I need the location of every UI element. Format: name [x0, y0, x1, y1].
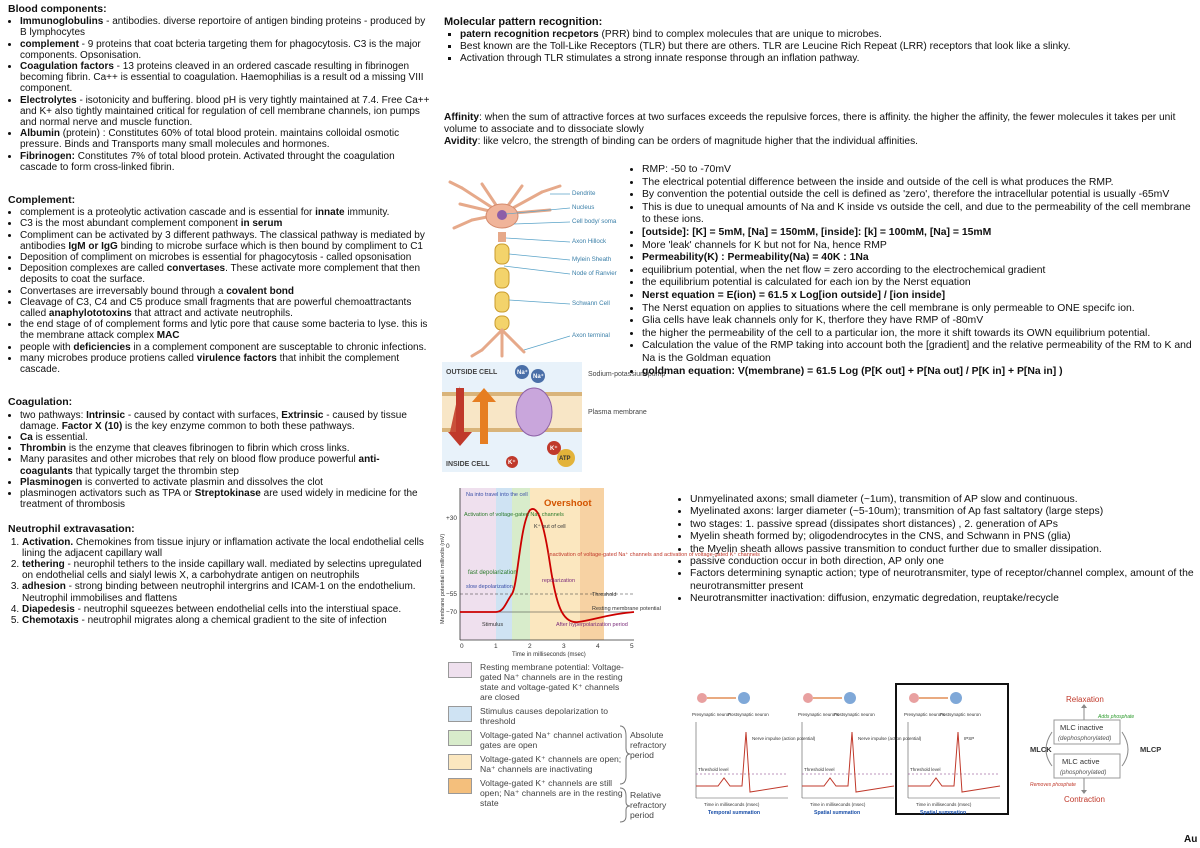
ap-xtick: 4	[596, 643, 600, 650]
avidity-text: Avidity: like velcro, the strength of binding can be orders of magnitude higher that the individual affinities.	[444, 136, 918, 147]
affinity-text: Affinity: when the sum of attractive forces at two surfaces exceeds the repulsive forces, there is affinity. the higher the affinity, the fewer molecules it takes per unit volume to associate and to dissociate slowly	[444, 112, 1176, 135]
summation-threshold: Threshold level	[910, 767, 941, 772]
summation-time: Time in milliseconds (msec)	[916, 802, 972, 807]
ap-xtick: 1	[494, 643, 498, 650]
text-segment: virulence factors	[196, 352, 277, 364]
text-segment: Activation.	[22, 536, 74, 548]
text-segment: that inhibit the complement cascade.	[20, 352, 400, 376]
axon-item: • two stages: 1. passive spread (dissipates short distances) , 2. generation of APs	[690, 519, 1196, 531]
text-segment: - caused by tissue damage.	[20, 409, 407, 432]
ap-chart	[438, 484, 760, 660]
left-column	[8, 4, 432, 626]
neutrophil-item	[22, 559, 432, 581]
coagulation-list	[8, 410, 432, 511]
coagulation-item	[20, 432, 432, 443]
pump-k-2: K⁺	[508, 460, 516, 466]
mlc-mlck: MLCK	[1030, 745, 1052, 754]
text-segment: Cleavage of C3, C4 and C5 produce small fragments that are powerful chemoattractants called	[20, 296, 412, 320]
pump-membrane-label: Plasma membrane	[588, 409, 647, 416]
text-segment: covalent bond	[226, 285, 295, 297]
coagulation-item	[20, 477, 432, 488]
text-segment: Electrolytes	[20, 94, 77, 106]
text-segment: - 13 proteins cleaved in an ordered cascade resulting in fibrinogen becoming fibrin. Ca++ is essential to coagulation. Haemophilias is a result od a missing VIII component.	[20, 61, 424, 95]
axon-item: • the Myelin sheath allows passive transmition to conduct further due to smaller dissipation.	[690, 544, 1196, 556]
text-segment: Activation through TLR stimulates a strong innate response through an inflation pathway.	[460, 53, 860, 64]
text-segment: Constitutes 7% of total blood protein. Activated throught the coagulation cascade to form cross-linked fibrin.	[20, 150, 395, 173]
summation-figure	[684, 682, 1014, 818]
blood-item	[20, 61, 432, 95]
text-segment: - neutrophil migrates along a chemical gradient to the site of infection	[78, 614, 387, 626]
text-segment: Fibrinogen:	[20, 150, 75, 162]
text-segment: C3 is the most abundant complement component	[20, 218, 241, 230]
legend-row	[448, 706, 678, 726]
neutrophil-item	[22, 604, 432, 615]
rmp-item: • Permeability(K) : Permeability(Na) = 40K : 1Na	[642, 252, 1194, 265]
ap-hand1: Na into travel into the cell	[466, 492, 528, 498]
rmp-item: • This is due to unequal amounts of Na and K inside vs outside the cell, and due to the permeability of the cell membrane to these ions.	[642, 202, 1194, 227]
neuron-label: Schwann Cell	[572, 300, 610, 307]
mlc-added: Adds phosphate	[1098, 714, 1135, 720]
corner-text: Au	[1184, 834, 1198, 845]
pump-outside-label: OUTSIDE CELL	[446, 369, 498, 376]
text-segment: deficiencies	[73, 341, 131, 353]
text-segment: Diapedesis	[22, 603, 75, 615]
mpr-heading: Molecular pattern recognition:	[444, 16, 603, 28]
text-segment: Deposition complexes are called	[20, 263, 167, 275]
text-segment: Deposition of compliment on microbes is essential for phagocytosis - called opsonisation	[20, 252, 412, 264]
summation-panel	[908, 692, 1000, 798]
mlc-svg	[1030, 690, 1200, 810]
summation-threshold: Threshold level	[698, 767, 729, 772]
ap-hand2: fast depolarization	[468, 570, 517, 576]
legend-abs-refractory: Absolute refractory period	[630, 730, 667, 760]
text-segment: is the enzyme that cleaves fibrinogen to fibrin which cross links.	[66, 443, 350, 455]
legend-swatch	[448, 778, 472, 794]
text-segment: many microbes produce protiens called	[20, 352, 197, 364]
text-segment: - strong binding between neutrophil intergrins and ICAM-1 on the endothelium. Neutrophil immobilises and flattens	[22, 581, 416, 604]
axon-item: • Myelin sheath formed by; oligodendrocytes in the CNS, and Schwann in PNS (glia)	[690, 531, 1196, 543]
pump-svg	[442, 362, 666, 472]
axon-item: • Factors determining synaptic action; type of neurotransmiter, type of receptor/channel complex, amount of the neurotransmitter present	[690, 568, 1196, 593]
pump-figure	[442, 362, 666, 472]
ap-xtick: 2	[528, 643, 532, 650]
text-segment: Intrinsic	[86, 409, 126, 421]
neutrophil-list	[8, 537, 432, 627]
ap-hand5: After hyperpolarization period	[556, 622, 628, 628]
text-segment: are used widely in medicine for the treatment of thrombosis	[20, 487, 418, 511]
legend-row	[448, 662, 678, 702]
axon-item: • Unmyelinated axons; small diameter (~1um), transmition of AP slow and continuous.	[690, 494, 1196, 506]
ap-ylabel: Membrane potential in millivolts (mV)	[440, 533, 446, 624]
ap-kout-label: K⁺ out of cell	[534, 524, 566, 530]
ap-activation-label: Activation of voltage-gated Na⁺ channels	[464, 512, 564, 518]
complement-heading: Complement:	[8, 194, 76, 207]
text-segment: complement	[20, 38, 79, 50]
text-segment: Factor X (10)	[61, 420, 123, 432]
pump-sodium-label: Sodium-potassium pump	[588, 371, 666, 378]
summation-caption: IPSP	[964, 736, 975, 741]
rmp-item: • By convention the potential outside the cell is defined as 'zero', therefore the intracellular potential is usually -65mV	[642, 189, 1194, 202]
pump-na-1: Na⁺	[517, 370, 528, 376]
ap-ytick: −55	[446, 591, 458, 598]
text-segment: Ca	[20, 431, 33, 443]
blood-heading: Blood components:	[8, 3, 107, 15]
axon-item: • Neurotransmitter inactivation: diffusion, enzymatic degredation, reuptake/recycle	[690, 593, 1196, 605]
rmp-item: • Calculation the value of the RMP taking into account both the [gradient] and the relative permeability of the RM to K and Na is the Goldman equation	[642, 340, 1194, 365]
text-segment: the end stage of of complement forms and lytic pore that cause some bacteria to lyse. this is the membrane attack complex	[20, 319, 428, 342]
ap-xtick: 5	[630, 643, 634, 650]
rmp-list	[632, 164, 1194, 378]
legend-text: Voltage-gated Na⁺ channel activation gates are open	[480, 730, 623, 750]
affinity-section	[444, 112, 1192, 148]
blood-item	[20, 16, 432, 38]
rmp-item: • the higher the permeability of the cell to a particular ion, the more it shift towards its OWN equilibrium potential.	[642, 328, 1194, 341]
text-segment: Plasminogen	[20, 476, 83, 488]
complement-item	[20, 252, 432, 263]
text-segment: is converted to activate plasmin and dissolves the clot	[82, 476, 323, 488]
neuron-label: Dendrite	[572, 190, 596, 197]
summation-presyn: Presynaptic neurons	[798, 712, 840, 717]
ap-resting-label: Resting membrane potential	[592, 606, 661, 612]
summation-label: Spatial summation	[920, 810, 967, 816]
mlc-relaxation: Relaxation	[1066, 695, 1104, 704]
text-segment: (PRR) bind to complex molecules that are unique to microbes.	[598, 29, 882, 40]
coagulation-item	[20, 443, 432, 454]
legend-rel-refractory: Relative refractory period	[630, 790, 667, 820]
complement-item	[20, 342, 432, 353]
text-segment: adhesion	[22, 581, 66, 593]
legend-text: Voltage-gated K⁺ channels are open; Na⁺ channels are inactivating	[480, 754, 622, 774]
pump-atp: ATP	[559, 456, 571, 462]
ap-xtick: 0	[460, 643, 464, 650]
neuron-label: Node of Ranvier	[572, 270, 617, 277]
mlc-mlcp: MLCP	[1140, 745, 1162, 754]
text-segment: people with	[20, 341, 74, 353]
summation-panel	[696, 692, 788, 798]
neuron-label: Mylein Sheath	[572, 256, 612, 263]
text-segment: IgM or IgG	[68, 240, 118, 252]
text-segment: MAC	[156, 330, 180, 342]
summation-postsyn: Postsynaptic neuron	[834, 712, 875, 717]
neuron-svg	[442, 180, 632, 360]
text-segment: immunity.	[344, 207, 390, 219]
summation-label: Temporal summation	[708, 810, 761, 816]
text-segment: Immunoglobulins	[20, 16, 104, 28]
mpr-item	[460, 29, 1188, 41]
axon-item: • passive conduction occur in both direction, AP only one	[690, 556, 1196, 568]
ap-hand3: slow depolarization	[466, 584, 513, 590]
text-segment: Albumin	[20, 128, 60, 140]
text-segment: - caused by contact with surfaces,	[125, 409, 282, 421]
legend-swatch	[448, 706, 472, 722]
rmp-item: • The electrical potential difference between the inside and outside of the cell is what produces the RMP.	[642, 177, 1194, 190]
rmp-item: • equilibrium potential, when the net flow = zero according to the electrochemical gradient	[642, 265, 1194, 278]
neuron-label: Axon Hillock	[572, 238, 607, 245]
summation-postsyn: Postsynaptic neuron	[940, 712, 981, 717]
summation-postsyn: Postsynaptic neuron	[728, 712, 769, 717]
summation-presyn: Presynaptic neurons	[904, 712, 946, 717]
summation-label: Spatial summation	[814, 810, 861, 816]
text-segment: Chemotaxis	[22, 614, 79, 626]
pump-na-2: Na⁺	[533, 374, 544, 380]
neutrophil-item	[22, 537, 432, 559]
text-segment: convertases	[166, 263, 226, 275]
text-segment: . These activate more complement that then deposits to coat the surface.	[20, 263, 421, 286]
coagulation-item	[20, 488, 432, 510]
ap-ytick: +30	[446, 515, 458, 522]
legend-text: Voltage-gated K⁺ channels are still open; Na⁺ channels are in the resting state	[480, 778, 623, 808]
text-segment: that typically target the thrombin step	[72, 465, 239, 477]
rmp-item: • The Nerst equation on applies to situations where the cell membrane is only permeable to ONE specifc ion.	[642, 303, 1194, 316]
neuron-figure	[442, 180, 632, 360]
legend-text: Resting membrane potential: Voltage-gated Na⁺ channels are in the resting state and voltage-gated K⁺ channels are closed	[480, 662, 624, 702]
ap-chart-svg	[438, 484, 760, 660]
neuron-label: Cell body/ soma	[572, 218, 617, 225]
mpr-item	[460, 53, 1188, 65]
blood-list	[8, 16, 432, 173]
ap-overshoot-label: Overshoot	[544, 498, 592, 509]
summation-time: Time in milliseconds (msec)	[704, 802, 760, 807]
rmp-item: • Glia cells have leak channels only for K, therfore they have RMP of -80mV	[642, 315, 1194, 328]
mlc-active-sub: (phosphorylated)	[1060, 769, 1107, 776]
text-segment: in a complement component are susceptable to chronic infections.	[130, 341, 427, 353]
neutrophil-item	[22, 615, 432, 626]
text-segment: in serum	[240, 218, 283, 230]
rmp-section	[632, 164, 1194, 378]
complement-item	[20, 319, 432, 341]
text-segment: - neutrophil squeezes between endothelial cells into the interstiual space.	[74, 603, 402, 615]
text-segment: anti-coagulants	[20, 454, 380, 477]
axon-item: • Myelinated axons: larger diameter (~5-10um); transmition of Ap fast saltatory (large steps)	[690, 506, 1196, 518]
legend-swatch	[448, 754, 472, 770]
text-segment: Convertases are irreversably bound through a	[20, 285, 227, 297]
complement-item	[20, 263, 432, 285]
ap-threshold-label: Threshold	[592, 592, 617, 598]
text-segment: Coagulation factors	[20, 61, 114, 73]
rmp-item: • [outside]: [K] = 5mM, [Na] = 150mM, [inside]: [k] = 100mM, [Na] = 15mM	[642, 227, 1194, 240]
coagulation-heading: Coagulation:	[8, 396, 73, 409]
neuron-label: Nucleus	[572, 204, 595, 211]
ap-ytick: −70	[446, 609, 458, 616]
text-segment: - 9 proteins that coat bcteria targeting them for phagocytosis. C3 is the major components. Opsonisation.	[20, 38, 421, 61]
legend-swatch	[448, 730, 472, 746]
text-segment: - antibodies. diverse reportoire of antigen binding proteins - produced by B lymphocytes	[20, 16, 426, 39]
text-segment: Streptokinase	[194, 487, 261, 499]
summation-panel	[802, 692, 894, 798]
mlc-inactive: MLC inactive	[1060, 723, 1104, 732]
text-segment: (protein) : Constitutes 60% of total blood protein. maintains colloidal osmotic pressure. Binds and Transports many small molecules and hormones.	[20, 128, 400, 151]
text-segment: binding to microbe surface which is then bound by compliment to C1	[117, 240, 423, 252]
legend-text: Stimulus causes depolarization to threshold	[480, 706, 609, 726]
axon-section	[680, 494, 1196, 606]
mlc-removed: Removes phosphate	[1030, 782, 1076, 788]
text-segment: - isotonicity and buffering. blood pH is very tightly maintained at 7.4. Free Ca++ and K+ also tightly maintained critical for regulation of cell membrane channels, ion pumps and normal nerve and muscle function.	[20, 94, 430, 129]
ap-stimulus-label: Stimulus	[482, 622, 504, 628]
ap-inactivation-label: Inactivation of voltage-gated Na⁺ channels and activation of voltage-gated K⁺ channels	[548, 552, 760, 558]
mpr-item	[460, 41, 1188, 53]
text-segment: Compliment can be activated by 3 different pathways. The classical pathway is mediated by antibodies	[20, 229, 425, 252]
legend-braces	[618, 724, 630, 824]
neutrophil-item	[22, 581, 432, 603]
complement-item	[20, 230, 432, 252]
ap-xlabel: Time in milliseconds (msec)	[512, 652, 586, 658]
mpr-list	[444, 29, 1188, 65]
text-segment: that attract and activate neutrophils.	[131, 308, 293, 320]
neuron-label: Axon terminal	[572, 332, 610, 339]
rmp-item: • More 'leak' channels for K but not for Na, hence RMP	[642, 240, 1194, 253]
blood-item	[20, 39, 432, 61]
pump-k-1: K⁺	[550, 446, 558, 452]
complement-item	[20, 218, 432, 229]
text-segment: patern recognition recpetors	[460, 29, 599, 40]
summation-caption: Nerve impulse (action potential)	[858, 736, 922, 741]
ap-ytick: 0	[446, 543, 450, 550]
mlc-inactive-sub: (dephosphorylated)	[1058, 735, 1112, 742]
text-segment: complement is a proteolytic activation cascade and is essential for	[20, 207, 316, 219]
coagulation-item	[20, 410, 432, 432]
mlc-active: MLC active	[1062, 757, 1100, 766]
coagulation-item	[20, 454, 432, 476]
text-segment: Extrinsic	[281, 409, 324, 421]
rmp-item: • Nerst equation = E(ion) = 61.5 x Log[ion outside] / [ion inside]	[642, 290, 1194, 303]
summation-time: Time in milliseconds (msec)	[810, 802, 866, 807]
text-segment: tethering	[22, 558, 65, 570]
text-segment: two pathways:	[20, 409, 87, 421]
text-segment: anaphylototoxins	[48, 308, 132, 320]
complement-item	[20, 286, 432, 297]
rmp-item: • goldman equation: V(membrane) = 61.5 Log (P[K out] + P[Na out] / P[K in] + P[Na in] )	[642, 366, 1194, 379]
complement-item	[20, 297, 432, 319]
legend-swatch	[448, 662, 472, 678]
summation-threshold: Threshold level	[804, 767, 835, 772]
text-segment: Thrombin	[20, 443, 67, 455]
text-segment: Many parasites and other microbes that rely on blood flow produce powerful	[20, 454, 359, 466]
summation-caption: Nerve impulse (action potential)	[752, 736, 816, 741]
blood-item	[20, 128, 432, 150]
complement-item	[20, 353, 432, 375]
text-segment: is essential.	[32, 431, 88, 443]
text-segment: innate	[315, 207, 345, 219]
rmp-item: • RMP: -50 to -70mV	[642, 164, 1194, 177]
mlc-contraction: Contraction	[1064, 795, 1105, 804]
text-segment: Chemokines from tissue injury or inflamation activate the local endothelial cells lining the adjacent capillary wall	[22, 536, 424, 559]
mpr-section	[444, 16, 1188, 65]
pump-inside-label: INSIDE CELL	[446, 461, 490, 468]
rmp-item: • the equilibrium potential is calculated for each ion by the Nerst equation	[642, 277, 1194, 290]
text-segment: - neurophil tethers to the inside capillary wall. mediated by selectins upregulated on endothelial cells and sialyl lewis X, a carbohydrate antigen on neutrophils	[22, 558, 422, 582]
blood-item	[20, 151, 432, 173]
complement-list	[8, 207, 432, 375]
complement-item	[20, 207, 432, 218]
summation-presyn: Presynaptic neuron	[692, 712, 731, 717]
ap-xtick: 3	[562, 643, 566, 650]
ap-hand4: repolarization	[542, 578, 576, 584]
summation-svg	[684, 682, 1014, 818]
text-segment: plasminogen activators such as TPA or	[20, 487, 195, 499]
text-segment: Best known are the Toll-Like Receptors (TLR) but there are others. TLR are Leucine Rich Repeat (LRR) receptors that look like a slinky.	[460, 41, 1071, 52]
axon-list	[680, 494, 1196, 606]
neutrophil-heading: Neutrophil extravasation:	[8, 523, 135, 536]
mlc-figure	[1030, 690, 1200, 810]
blood-item	[20, 95, 432, 129]
text-segment: is the key enzyme common to both these pathways.	[122, 420, 355, 432]
